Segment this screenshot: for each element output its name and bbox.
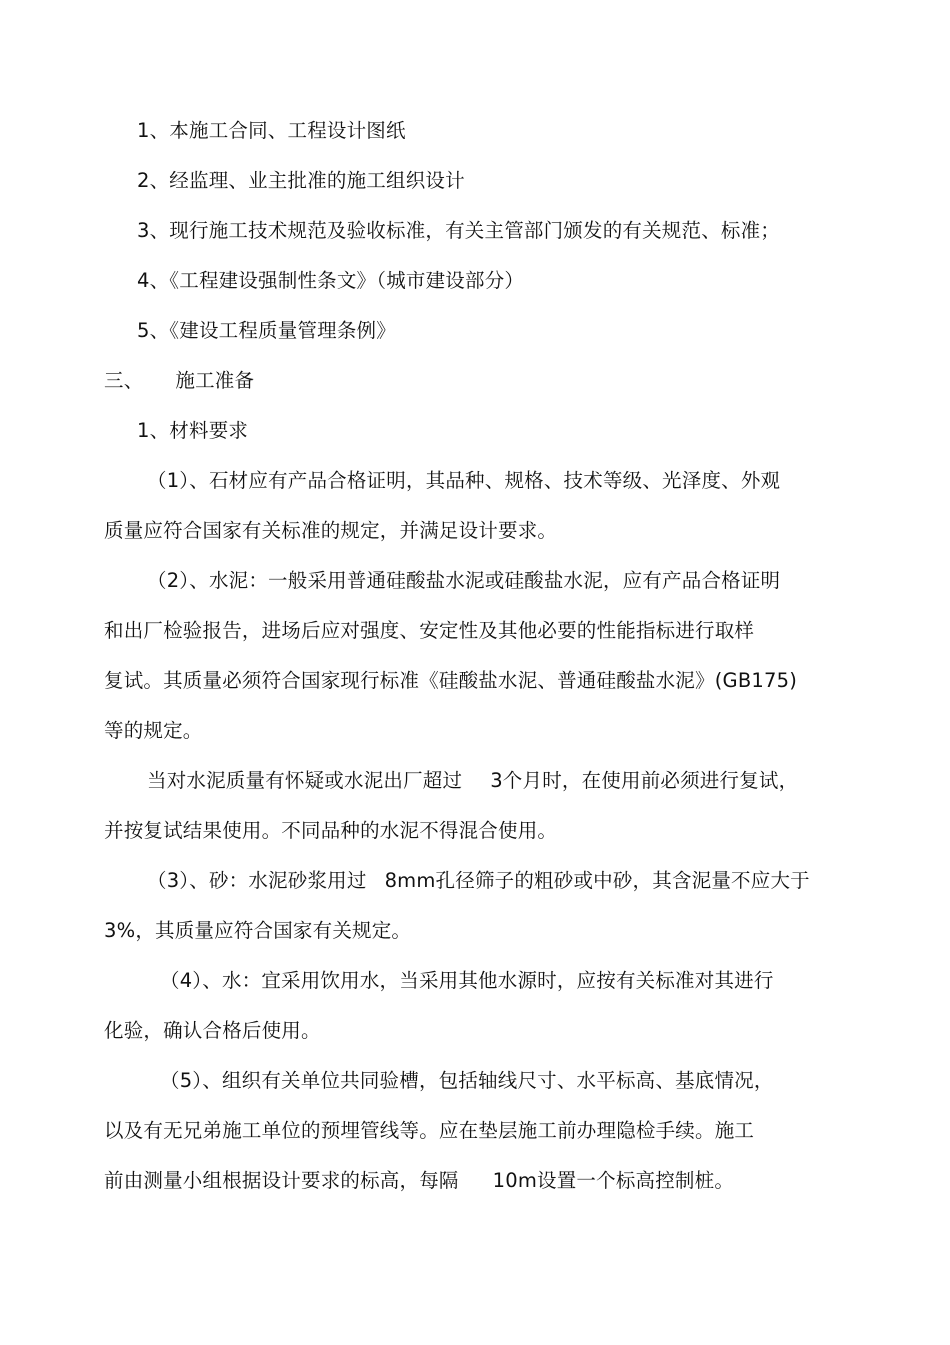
text-fragment: 10m设置一个标高控制桩。 xyxy=(492,1169,735,1192)
basis-item-5: 5、《建设工程质量管理条例》 xyxy=(137,319,396,342)
basis-item-1: 1、本施工合同、工程设计图纸 xyxy=(137,119,406,142)
text-fragment: 前由测量小组根据设计要求的标高，每隔 xyxy=(104,1169,459,1192)
basis-item-3: 3、现行施工技术规范及验收标准，有关主管部门颁发的有关规范、标准； xyxy=(137,219,781,242)
section-heading xyxy=(104,368,254,394)
paragraph-line: 复试。其质量必须符合国家现行标准《硅酸盐水泥、普通硅酸盐水泥》(GB175) xyxy=(104,669,798,692)
basis-item-2: 2、经监理、业主批准的施工组织设计 xyxy=(137,169,465,192)
paragraph-line: 以及有无兄弟施工单位的预埋管线等。应在垫层施工前办理隐检手续。施工 xyxy=(104,1119,755,1142)
paragraph-line: 等的规定。 xyxy=(104,719,203,742)
paragraph-line: （4）、水：宜采用饮用水，当采用其他水源时，应按有关标准对其进行 xyxy=(160,969,774,992)
paragraph-line: （2）、水泥：一般采用普通硅酸盐水泥或硅酸盐水泥，应有产品合格证明 xyxy=(147,569,781,592)
section-title: 施工准备 xyxy=(175,369,255,392)
paragraph-line: 质量应符合国家有关标准的规定，并满足设计要求。 xyxy=(104,519,558,542)
basis-item-4: 4、《工程建设强制性条文》（城市建设部分） xyxy=(137,269,525,292)
paragraph-line: 和出厂检验报告，进场后应对强度、安定性及其他必要的性能指标进行取样 xyxy=(104,619,755,642)
text-fragment: 8mm孔径筛子的粗砂或中砂，其含泥量不应大于 xyxy=(384,869,810,892)
paragraph-line xyxy=(104,1168,734,1194)
section-number: 三、 xyxy=(104,369,144,392)
subsection-heading: 1、材料要求 xyxy=(137,419,249,442)
text-fragment: （3）、砂：水泥砂浆用过 xyxy=(147,869,367,892)
paragraph-line xyxy=(147,868,810,894)
paragraph-line xyxy=(147,768,798,794)
paragraph-line: （5）、组织有关单位共同验槽，包括轴线尺寸、水平标高、基底情况， xyxy=(160,1069,774,1092)
paragraph-line: 3%，其质量应符合国家有关规定。 xyxy=(104,919,412,942)
paragraph-line: 化验，确认合格后使用。 xyxy=(104,1019,321,1042)
paragraph-line: 并按复试结果使用。不同品种的水泥不得混合使用。 xyxy=(104,819,558,842)
paragraph-line: （1）、石材应有产品合格证明，其品种、规格、技术等级、光泽度、外观 xyxy=(147,469,781,492)
text-fragment: 3个月时，在使用前必须进行复试， xyxy=(490,769,799,792)
text-fragment: 当对水泥质量有怀疑或水泥出厂超过 xyxy=(147,769,463,792)
